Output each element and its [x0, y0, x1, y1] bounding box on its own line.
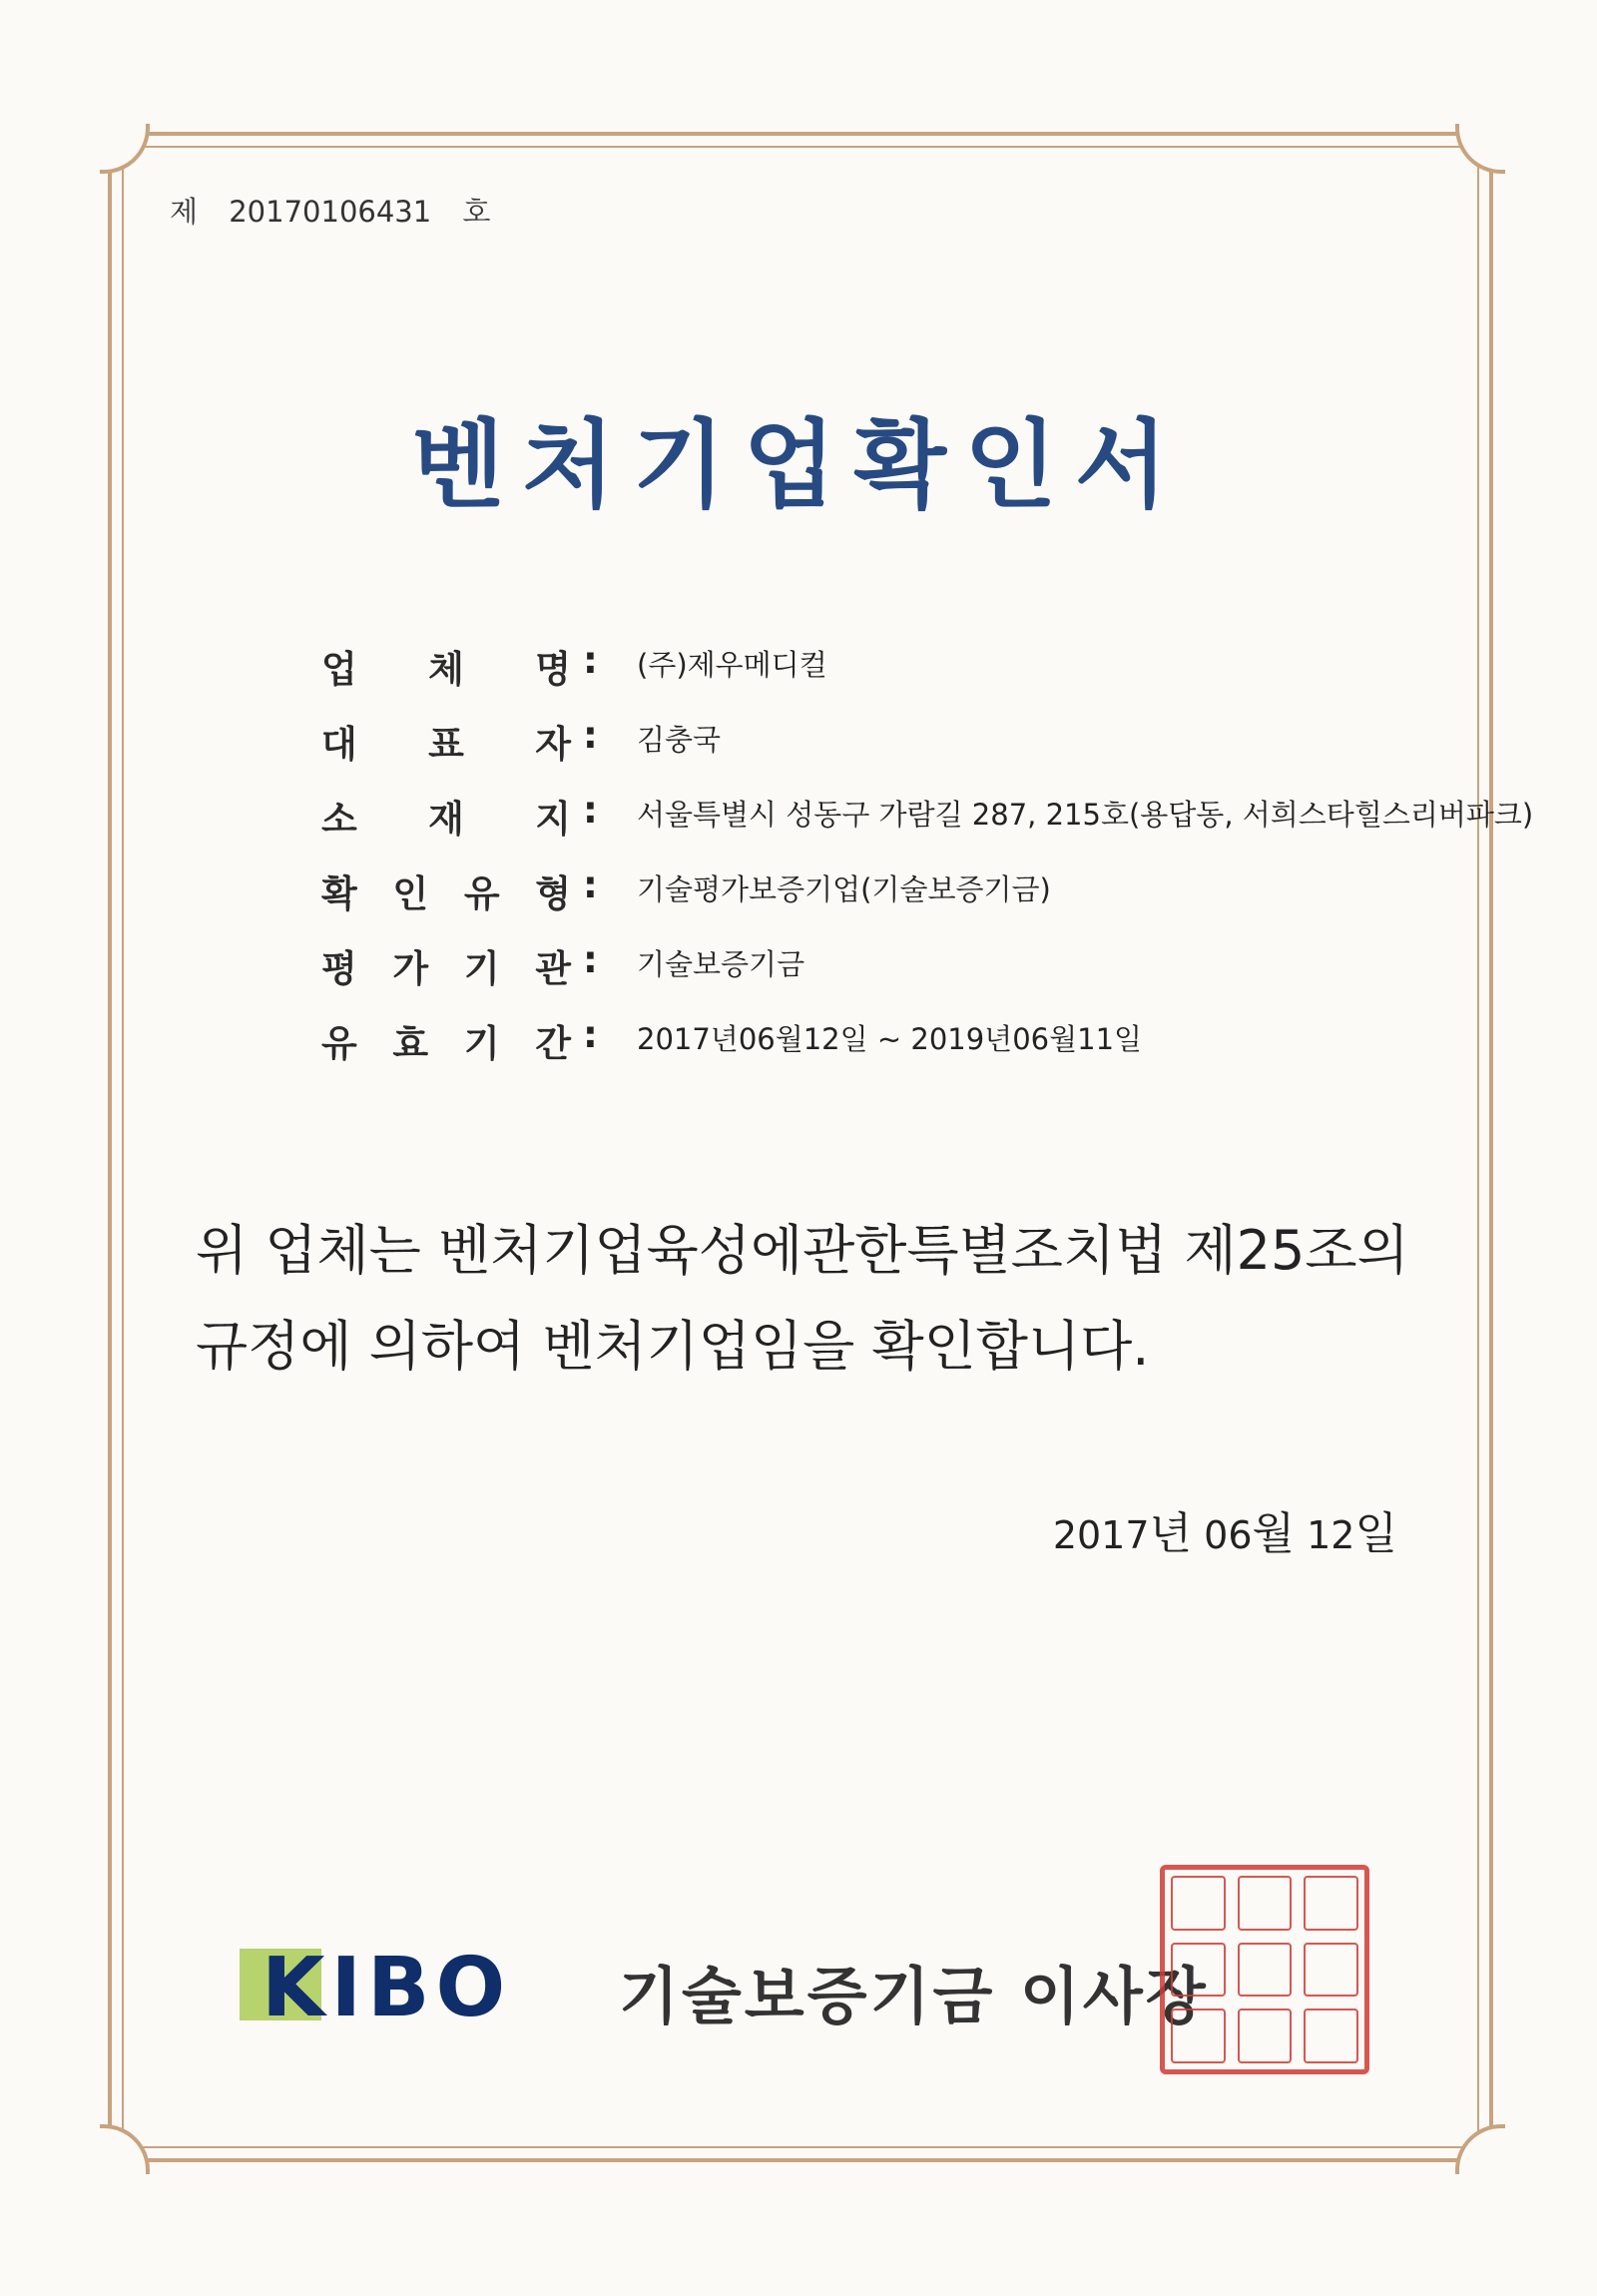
field-value: 기술보증기금: [637, 947, 805, 981]
cert-no-prefix: 제: [170, 195, 199, 229]
cert-no-suffix: 호: [462, 195, 491, 229]
field-colon: :: [583, 714, 598, 757]
cert-no-value: 20170106431: [229, 195, 432, 229]
certificate-number: [170, 190, 512, 231]
field-colon: :: [583, 1013, 598, 1056]
statement-line: 규정에 의하여 벤처기업임을 확인합니다.: [196, 1315, 1150, 1378]
field-colon: :: [583, 789, 598, 832]
official-seal-icon: [1160, 1865, 1369, 2074]
issue-date: 2017년 06월 12일: [1052, 1508, 1397, 1559]
field-value: 기술평가보증기업(기술보증기금): [637, 872, 1051, 906]
field-label: 유 효 기 간: [321, 1022, 571, 1065]
field-colon: :: [583, 938, 598, 981]
field-value: 김충국: [637, 723, 722, 757]
kibo-logo: KIBO: [262, 1941, 512, 2035]
field-value: (주)제우메디컬: [637, 648, 827, 682]
issuer-name: 기술보증기금 이사장: [619, 1960, 1209, 2032]
field-label: 소 재 지: [321, 798, 571, 841]
statement-line: 위 업체는 벤처기업육성에관한특별조치법 제25조의: [196, 1219, 1409, 1282]
field-value: 2017년06월12일 ~ 2019년06월11일: [637, 1022, 1143, 1056]
field-value: 서울특별시 성동구 가람길 287, 215호(용답동, 서희스타힐스리버파크): [637, 798, 1534, 832]
field-label: 대 표 자: [321, 723, 571, 766]
confirmation-statement: [196, 1203, 1423, 1395]
field-colon: :: [583, 863, 598, 906]
field-label: 평 가 기 관: [321, 947, 571, 990]
field-label: 확 인 유 형: [321, 872, 571, 915]
field-colon: :: [583, 639, 598, 682]
field-label: 업 체 명: [321, 648, 571, 691]
document-title: 벤처기업확인서: [411, 408, 1186, 521]
